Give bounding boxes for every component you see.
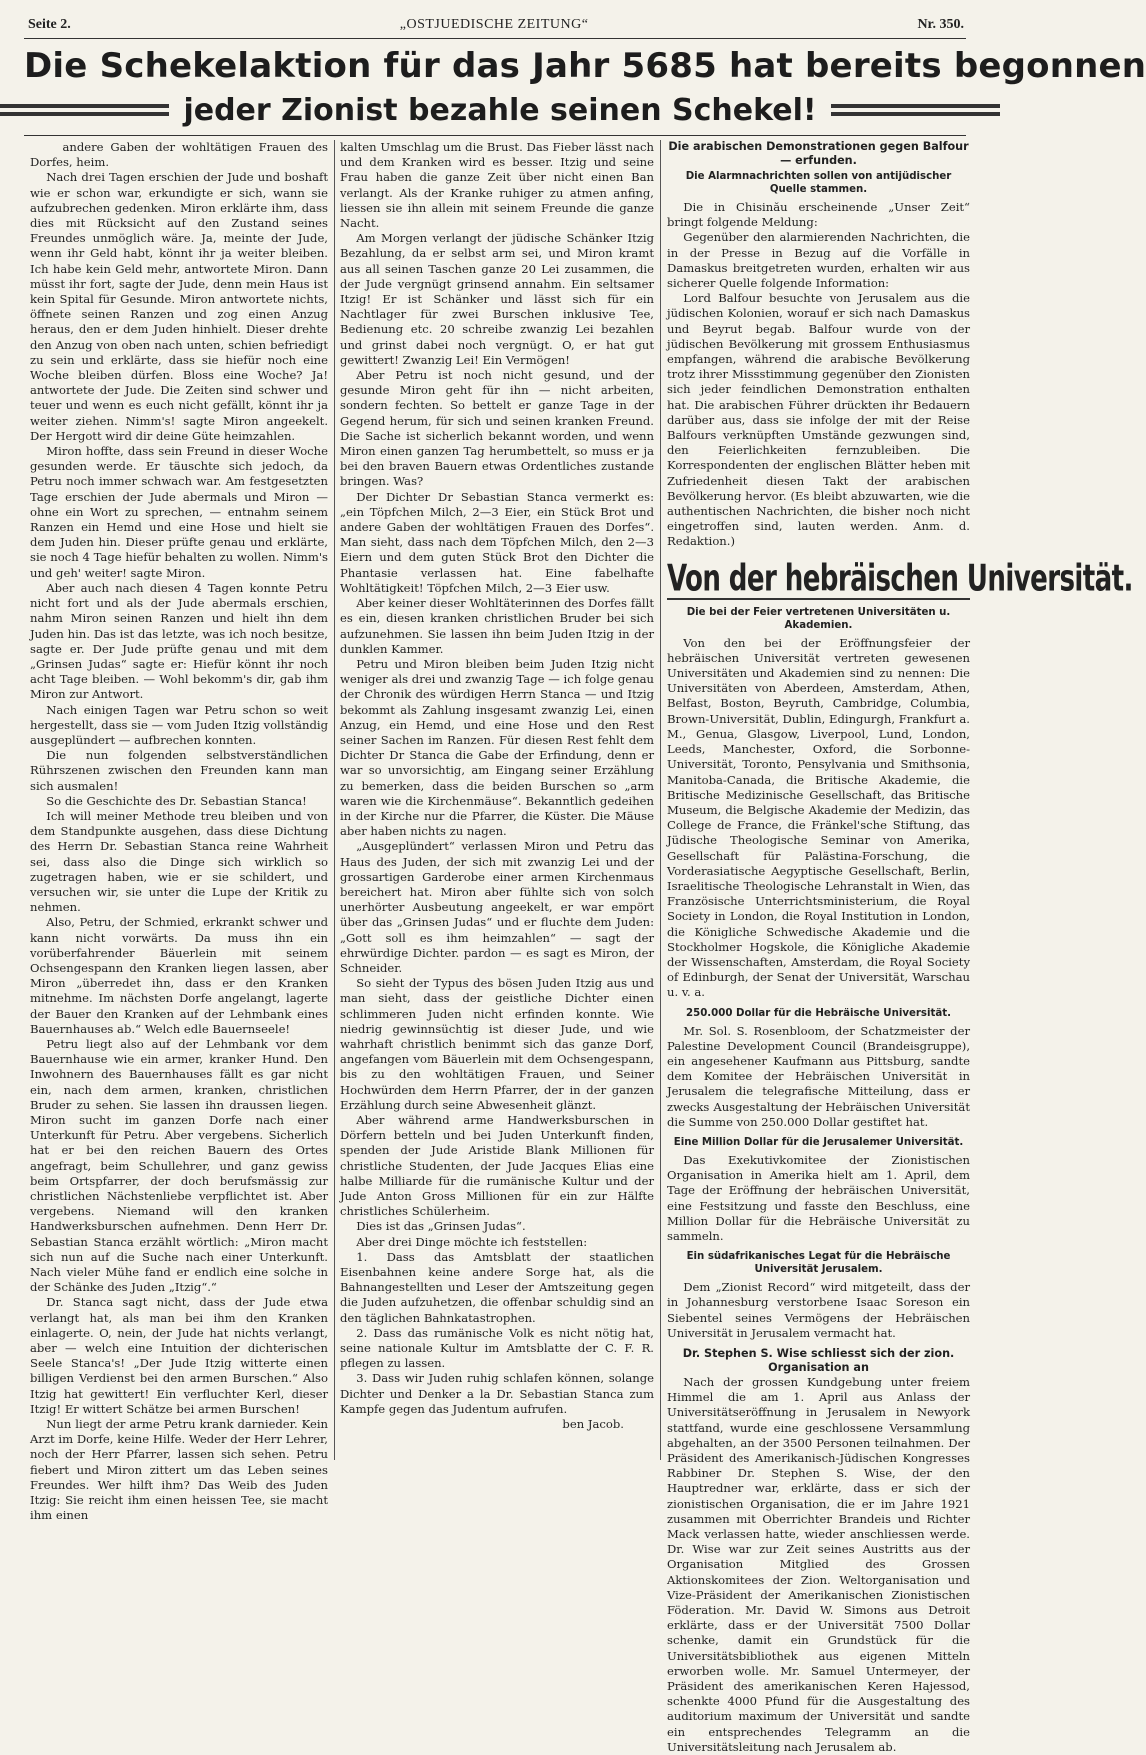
article-headline: Eine Million Dollar für die Jerusalemer Universität. [673,1136,964,1148]
paragraph: Die nun folgenden selbstverständlichen Rührszenen zwischen den Freunden kann man sich ausmalen! [30,748,328,793]
article-headline: Die arabischen Demonstrationen gegen Balfour — erfunden. [668,140,969,167]
banner-rule [24,135,966,136]
paragraph: Aber während arme Handwerksburschen in Dörfern betteln und bei Juden Unterkunft finden, spenden der Jude Aristide Blank Millionen für christliche Studenten, der Jude Jacques Elias eine halbe Milliarde für die rumänische Kultur und der Jude Anton Gross Millionen für ein zur Hälfte christliches Schülerheim. [340,1113,654,1219]
column-2 [340,140,654,1465]
paragraph: Von den bei der Eröffnungsfeier der hebräischen Universität vertreten gewesenen Universitäten und Akademien sind zu nennen: Die Universitäten von Aberdeen, Amsterdam, Athen, Belfast, Boston, Beyruth, Cambridge, Columbia, Brown-Universität, Dublin, Edingurgh, Frankfurt a. M., Genua, Glasgow, Liverpool, Lund, London, Leeds, Manchester, Oxford, die Sorbonne-Universität, Toronto, Pensylvania und Smithsonia, Manitoba-Canada, die Britische Akademie, die Britische Medizinische Gesellschaft, das Britische Museum, die Belgische Akademie der Medizin, das College de France, die Fränkel'sche Stiftung, das Jüdische Theologische Seminar von Amerika, Gesellschaft für Palästina-Forschung, die Vorderasiatische Aegyptische Gesellschaft, Berlin, Israelitische Theologische Lehranstalt in Wien, das Französische Unterrichtsministerium, die Royal Society in London, die Royal Institution in London, die Königliche Schwedische Akademie und die Stockholmer Hogskole, die Königliche Akademie der Wissenschaften, Amsterdam, die Royal Society of Edinburgh, der Senat der Universität, Warschau u. v. a. [667,635,970,1000]
paragraph: So die Geschichte des Dr. Sebastian Stanca! [46,793,307,808]
paragraph: Nach der grossen Kundgebung unter freiem Himmel die am 1. April aus Anlass der Universitätseröffnung in Jerusalem in Newyork stattfand, wurde eine geschlossene Versammlung abgehalten, an der 3500 Personen teilnahmen. Der Präsident des Amerikanisch-Jüdischen Kongresses Rabbiner Dr. Stephen S. Wise, der den Hauptredner war, erklärte, dass er sich der zionistischen Organisation, die er im Jahre 1921 zusammen mit Oberrichter Brandeis und Richter Mack verlassen hatte, wieder anschliessen werde. Dr. Wise war zur Zeit seines Austritts aus der Organisation Mitglied des Grossen Aktionskomitees der Zion. Weltorganisation und Vize-Präsident der Amerikanischen Zionistischen Föderation. Mr. David W. Simons aus Detroit erklärte, dass er der Universität 7500 Dollar schenke, damit ein Grundstück für die Universitätsbibliothek aus eigenen Mitteln erworben wolle. Mr. Samuel Untermeyer, der Präsident des amerikanischen Keren Hajessod, schenkte 4000 Pfund für die Ausgestaltung des auditorium maximum der Universität und sandte ein entsprechendes Telegramm an die Universitätsleitung nach Jerusalem ab. [667,1375,970,1754]
paragraph: andere Gaben der wohltätigen Frauen des Dorfes, heim. [30,140,328,170]
paragraph: Nun liegt der arme Petru krank darnieder. Kein Arzt im Dorfe, keine Hilfe. Weder der Herr Lehrer, noch der Herr Pfarrer, lassen sich sehen. Petru fiebert und Miron zittert um das Leben seines Freundes. Wer hilft ihm? Das Weib des Juden Itzig: Sie reicht ihm einen heissen Tee, sie macht ihm einen [30,1417,328,1523]
banner-subheadline-row [0,90,1000,130]
paragraph: Mr. Sol. S. Rosenbloom, der Schatzmeister der Palestine Development Council (Brandeisgruppe), ein angesehener Kaufmann aus Pittsburg, sandte dem Komitee der Hebräischen Universität in Jerusalem die telegrafische Mitteilung, dass er zwecks Ausgestaltung der Hebräischen Universität die Summe von 250.000 Dollar gestiftet hat. [667,1023,970,1129]
paragraph: Petru und Miron bleiben beim Juden Itzig nicht weniger als drei und zwanzig Tage — ich folge genau der Chronik des würdigen Herrn Stanca — und Itzig bekommt als Zahlung insgesamt zwanzig Lei, einen Anzug, ein Hemd, und eine Hose und den Rest seiner Sachen im Ranzen. Für diesen Rest fehlt dem Dichter Dr Stanca die Gabe der Erfindung, denn er war so unvorsichtig, am Eingang seiner Erzählung zu bemerken, dass die beiden Burschen so „arm waren wie die Kirchenmäuse“. Bekanntlich gedeihen in der Kirche nur die Pfarrer, die Küster. Die Mäuse aber haben nichts zu nagen. [340,656,654,839]
paragraph: Aber keiner dieser Wohltäterinnen des Dorfes fällt es ein, diesen kranken christlichen Bruder bei sich aufzunehmen. Sie lassen ihn beim Juden Itzig in der dunklen Kammer. [340,596,654,656]
paragraph: Ich will meiner Methode treu bleiben und von dem Standpunkte ausgehen, dass diese Dichtung des Herrn Dr. Sebastian Stanca reine Wahrheit sei, dass also die Dinge sich wirklich so zugetragen haben, wie er sie schildert, und versuchen wir, sie unter die Lupe der Kritik zu nehmen. [30,808,328,915]
paragraph: Petru liegt also auf der Lehmbank vor dem Bauernhause wie ein armer, kranker Hund. Den Inwohnern des Bauernhauses fällt es gar nicht ein, nach dem armen, kranken, christlichen Bruder zu sehen. Sie lassen ihn draussen liegen. Miron sucht im ganzen Dorfe nach einer Unterkunft für Petru. Aber vergebens. Sicherlich hat er bei den reichen Bauern des Ortes angefragt, beim Schullehrer, und ganz gewiss beim Ortspfarrer, der doch berufsmässig zur christlichen Nächstenliebe verpflichtet ist. Aber vergebens. Niemand will den kranken Handwerksburschen aufnehmen. Denn Herr Dr. Sebastian Stanca erzählt wörtlich: „Miron macht sich nun auf die Suche nach einer Unterkunft. Nach vieler Mühe fand er endlich eine solche in der Schänke des Juden „Itzig“.“ [30,1036,328,1295]
banner-headline: Die Schekelaktion für das Jahr 5685 hat bereits begonnen [24,46,1146,86]
article-headline: Ein südafrikanisches Legat für die Hebräische Universität Jerusalem. [686,1251,951,1276]
signature: ben Jacob. [562,1417,624,1432]
paragraph: kalten Umschlag um die Brust. Das Fieber lässt nach und dem Kranken wird es besser. Itzig und seine Frau haben die ganze Zeit über nicht einen Ban verlangt. Als der Kranke ruhiger zu atmen anfing, liessen sie ihn allein mit seinem Freunde die ganze Nacht. [340,140,654,231]
banner-subheadline: jeder Zionist bezahle seinen Schekel! [183,92,817,128]
banner-right-rule [831,104,1000,116]
paragraph: Der Dichter Dr Sebastian Stanca vermerkt es: „ein Töpfchen Milch, 2—3 Eier, ein Stück Brot und andere Gaben der wohltätigen Frauen des Dorfes“. Man sieht, dass nach dem Töpfchen Milch, den 2—3 Eiern und dem guten Stück Brot den Dichter die Phantasie verlassen hat. Eine fabelhafte Wohltätigkeit! Töpfchen Milch, 2—3 Eier usw. [340,489,654,595]
article-subheadline: Die bei der Feier vertretenen Universitäten u. Akademien. [686,606,951,631]
paragraph: Dem „Zionist Record“ wird mitgeteilt, dass der in Johannesburg verstorbene Isaac Soreson ein Siebentel seines Vermögens der Hebräischen Universität in Jerusalem vermacht hat. [667,1280,970,1340]
paper-name: „OSTJUEDISCHE ZEITUNG“ [399,17,589,32]
section-headline: Von der hebräischen Universität. [667,556,1133,599]
paragraph: Aber Petru ist noch nicht gesund, und der gesunde Miron geht für ihn — nicht arbeiten, sondern fechten. So bettelt er ganze Tage in der Gegend herum, für sich und seinen kranken Freund. Die Sache ist sicherlich bekannt worden, und wenn Miron einen ganzen Tag herumbettelt, so muss er ja bei den braven Bauern etwas Ordentliches zustande bringen. Was? [340,368,654,489]
paragraph: Nach drei Tagen erschien der Jude und boshaft wie er schon war, erkundigte er sich, wann sie aufzubrechen gedenken. Miron erklärte ihm, dass dies mit Rücksicht auf den Zustand seines Freundes unmöglich wäre. Ja, meinte der Jude, wenn ihr Geld habt, könnt ihr ja weiter bleiben. Ich habe kein Geld mehr, antwortete Miron. Dann müsst ihr fort, sagte der Jude, denn mein Haus ist kein Spital für Gesunde. Miron antwortete nichts, öffnete seinen Ranzen und zog einen Anzug heraus, den er dem Juden hinhielt. Dieser drehte den Anzug von oben nach unten, schien befriedigt zu sein und erklärte, dass sie hiefür noch eine Woche bleiben dürfen. Bloss eine Woche? Ja! antwortete der Jude. Die Zeiten sind schwer und teuer und wenn es euch nicht gefällt, könnt ihr ja weiter ziehen. Nimm's! sagte Miron angeekelt. Der Hergott wird dir deine Güte heimzahlen. [30,170,328,443]
paragraph: Lord Balfour besuchte von Jerusalem aus die jüdischen Kolonien, worauf er sich nach Damaskus und Beyrut begab. Balfour wurde von der jüdischen Bevölkerung mit grossem Enthusiasmus empfangen, während die arabische Bevölkerung trotz ihrer Missstimmung gegenüber den Zionisten sich jeder feindlichen Demonstration enthalten hat. Die arabischen Führer drückten ihr Bedauern darüber aus, dass sie infolge der mit der Reise Balfours verknüpften Umstände gezwungen sind, den Feierlichkeiten fernzubleiben. Die Korrespondenten der englischen Blätter heben mit Zufriedenheit diesen Takt der arabischen Bevölkerung hervor. (Es bleibt abzuwarten, wie die authentischen Nachrichten, die bisher noch nicht eingetroffen sind, lauten werden. Anm. d. Redaktion.) [667,291,970,549]
paragraph: Das Exekutivkomitee der Zionistischen Organisation in Amerika hielt am 1. April, dem Tage der Eröffnung der hebräischen Universität, eine Festsitzung und fasste den Beschluss, eine Million Dollar für die Hebräische Universität zu sammeln. [667,1152,970,1243]
issue-number: Nr. 350. [917,17,964,32]
paragraph: Gegenüber den alarmierenden Nachrichten, die in der Presse in Bezug auf die Vorfälle in Damaskus breitgetreten wurden, erhalten wir aus sicherer Quelle folgende Information: [667,230,970,291]
column-1 [30,140,328,1523]
page-header [28,14,964,36]
paragraph: Dies ist das „Grinsen Judas“. [356,1219,526,1234]
paragraph: 3. Dass wir Juden ruhig schlafen können, solange Dichter und Denker a la Dr. Sebastian Stanca zum Kampfe gegen das Judentum aufrufen. [340,1371,654,1416]
paragraph: Also, Petru, der Schmied, erkrankt schwer und kann nicht vorwärts. Da muss ihn ein vorüberfahrender Bäuerlein mit seinem Ochsengespann den Kranken liegen lassen, aber Miron „überredet ihn, dass er den Kranken mitnehme. Im nächsten Dorfe angelangt, lagerte der Bauer den Kranken auf der Lehmbank eines Bauernhauses ab.“ Welch edle Bauernseele! [30,915,328,1036]
paragraph: Nach einigen Tagen war Petru schon so weit hergestellt, dass sie — vom Juden Itzig vollständig ausgeplündert — aufbrechen konnten. [30,702,328,747]
paragraph: Am Morgen verlangt der jüdische Schänker Itzig Bezahlung, da er selbst arm sei, und Miron kramt aus all seinen Taschen ganze 20 Lei zusammen, die der Jude vergnügt grinsend annahm. Ein seltsamer Itzig! Er ist Schänker und lässt sich für ein Nachtlager für zwei Burschen inklusive Tee, Bedienung etc. 20 schreibe zwanzig Lei bezahlen und grinst dabei noch vergnügt. O, er hat gut gewittert! Zwanzig Lei! Ein Vermögen! [340,231,654,367]
header-rule [24,38,966,39]
banner-left-rule [0,104,169,116]
paragraph: Aber auch nach diesen 4 Tagen konnte Petru nicht fort und als der Jude abermals erschien, nahm Miron seinen Ranzen und hielt ihn dem Juden hin. Das ist das letzte, was ich noch besitze, sagte er. Der Jude prüfte genau und mit dem „Grinsen Judas“ sagte er: Hiefür könnt ihr noch acht Tage bleiben. — Wohl bekomm's dir, gab ihm Miron zur Antwort. [30,580,328,702]
paragraph: 2. Dass das rumänische Volk es nicht nötig hat, seine nationale Kultur im Amtsblatte der C. F. R. pflegen zu lassen. [340,1325,654,1371]
article-headline: Dr. Stephen S. Wise schliesst sich der zion. Organisation an [682,1347,955,1374]
paragraph: Dr. Stanca sagt nicht, dass der Jude etwa verlangt hat, als man bei ihm den Kranken einlagerte. O, nein, der Jude hat nichts verlangt, aber — welch eine Intuition der dichterischen Seele Stanca's! „Der Jude Itzig witterte einen billigen Verdienst bei den armen Burschen.“ Also Itzig hat gewittert! Ein verfluchter Kerl, dieser Itzig! Er wittert Schätze bei armen Burschen! [30,1295,328,1416]
paragraph: So sieht der Typus des bösen Juden Itzig aus und man sieht, dass der geistliche Dichter einen schlimmeren Juden nicht erfinden konnte. Wie niedrig gewinnsüchtig ist dieser Jude, und wie wahrhaft christlich benimmt sich das ganze Dorf, angefangen vom Bäuerlein mit dem Ochsengespann, bis zu den wohltätigen Frauen, und Seiner Hochwürden dem Herrn Pfarrer, der in der ganzen Erzählung durch seine Abwesenheit glänzt. [340,976,654,1112]
article-subheadline: Die Alarmnachrichten sollen von antijüdischer Quelle stammen. [685,171,952,195]
paragraph: Die in Chisinău erscheinende „Unser Zeit“ bringt folgende Meldung: [667,200,970,230]
paragraph: Miron hoffte, dass sein Freund in dieser Woche gesunden werde. Er täuschte sich jedoch, da Petru noch immer schwach war. Am festgesetzten Tage erschien der Jude abermals und Miron — ohne ein Wort zu sprechen, — entnahm seinem Ranzen ein Hemd und eine Hose und hielt sie dem Juden hin. Dieser prüfte genau und erklärte, sie noch 4 Tage hiefür behalten zu wollen. Nimm's und geh' weiter! sagte Miron. [30,444,328,580]
article-headline: 250.000 Dollar für die Hebräische Universität. [686,1007,951,1019]
column-divider-1 [334,140,335,1460]
paragraph: „Ausgeplündert“ verlassen Miron und Petru das Haus des Juden, der sich mit zwanzig Lei und der grossartigen Garderobe einer armen Kirchenmaus bereichert hat. Miron aber fühlte sich von solch unerhörter Ausbeutung angeekelt, er war empört über das „Grinsen Judas“ und er fluchte dem Juden: „Gott soll es ihm heimzahlen“ — sagt der ehrwürdige Dichter. pardon — es sagt es Miron, der Schneider. [340,839,654,975]
paragraph: Aber drei Dinge möchte ich feststellen: [356,1234,588,1249]
column-divider-2 [660,140,661,1460]
page-number: Seite 2. [28,17,71,32]
column-3 [667,140,1133,1754]
paragraph: 1. Dass das Amtsblatt der staatlichen Eisenbahnen keine andere Sorge hat, als die Bahnangestellten und Leser der Amtszeitung gegen die Juden aufzuhetzen, die offenbar schuldig sind an den täglichen Bahnkatastrophen. [340,1249,654,1325]
